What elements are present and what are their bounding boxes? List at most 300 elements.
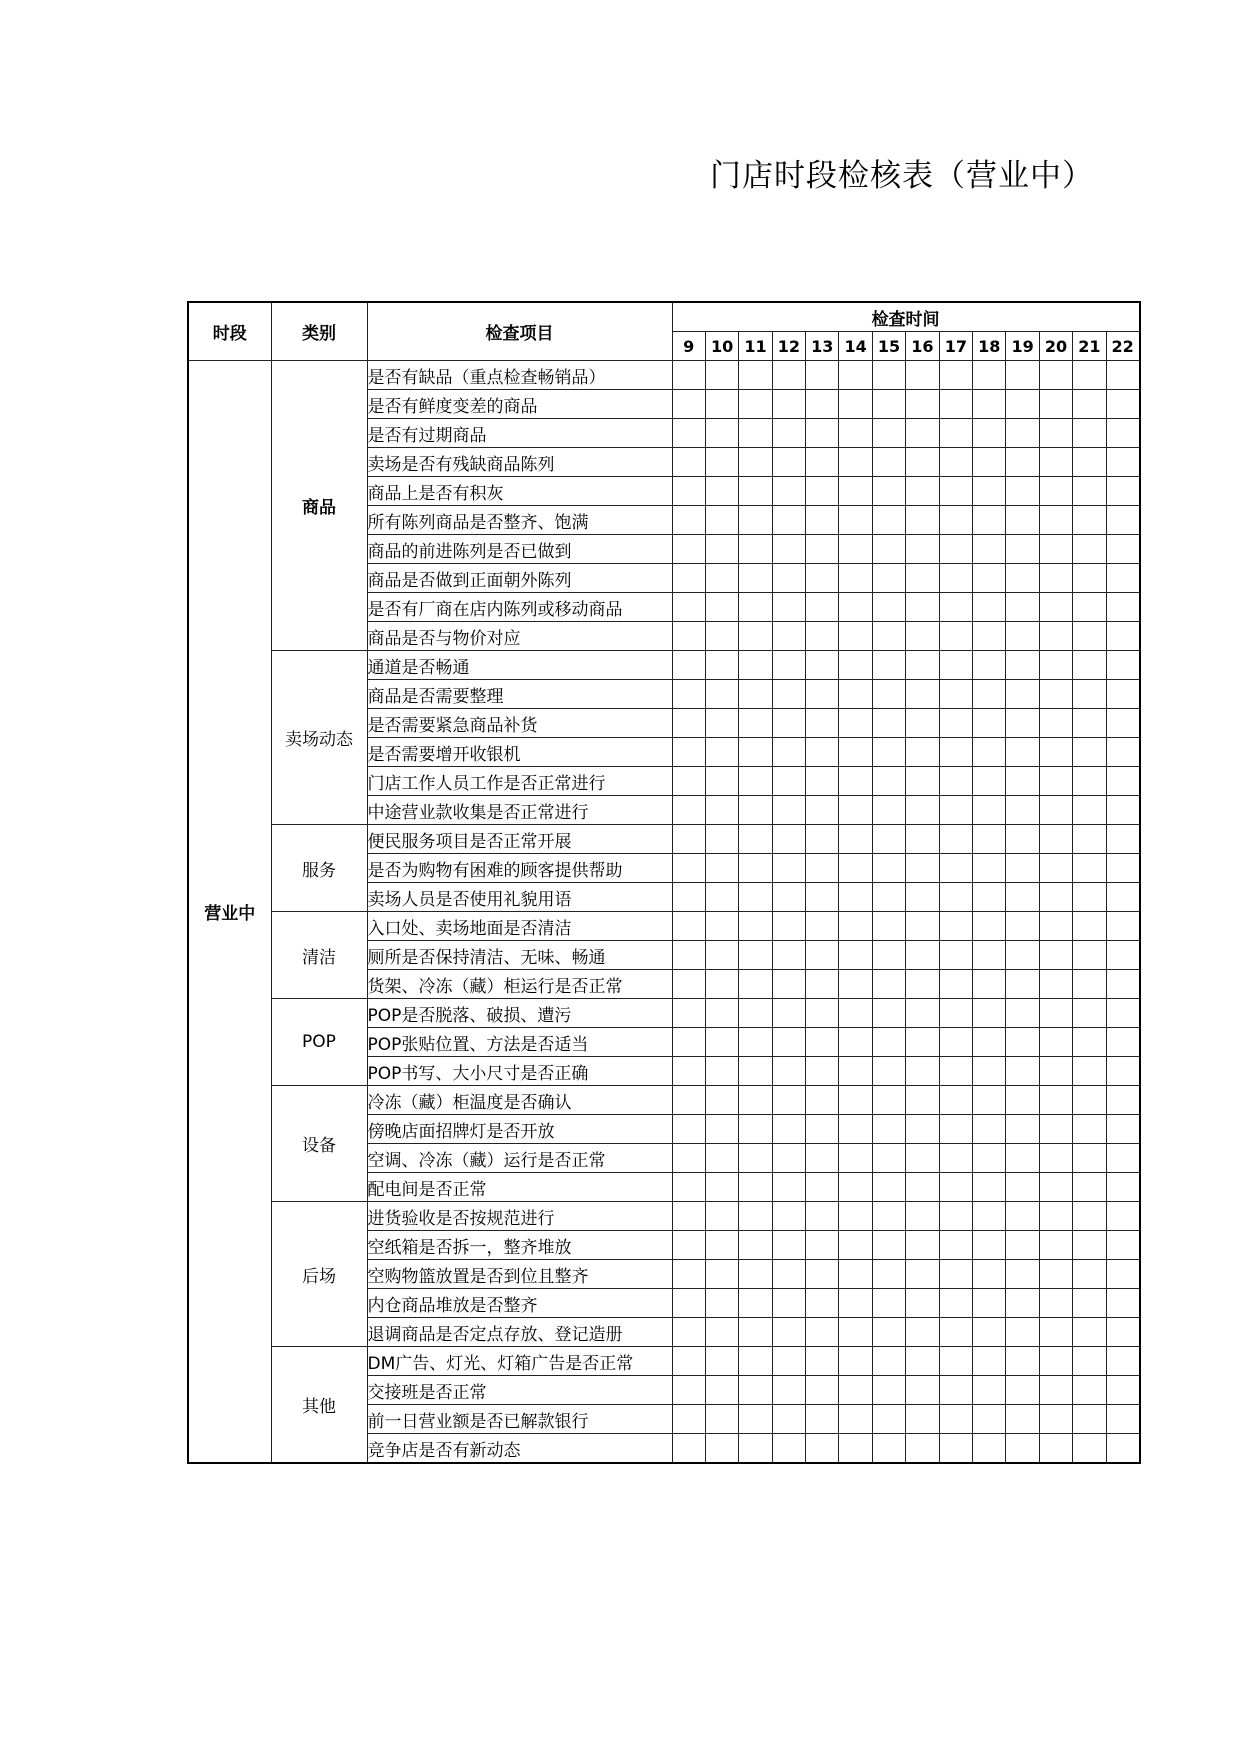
check-cell-14[interactable] (839, 506, 872, 535)
check-cell-20[interactable] (1039, 506, 1072, 535)
check-cell-16[interactable] (906, 767, 939, 796)
check-cell-22[interactable] (1106, 1173, 1140, 1202)
check-cell-12[interactable] (772, 564, 805, 593)
check-cell-21[interactable] (1073, 448, 1106, 477)
check-cell-13[interactable] (806, 1318, 839, 1347)
check-cell-19[interactable] (1006, 390, 1039, 419)
check-cell-15[interactable] (872, 1202, 905, 1231)
check-cell-13[interactable] (806, 1231, 839, 1260)
check-cell-11[interactable] (739, 1434, 772, 1464)
check-cell-19[interactable] (1006, 535, 1039, 564)
check-cell-11[interactable] (739, 941, 772, 970)
check-cell-20[interactable] (1039, 1028, 1072, 1057)
check-cell-17[interactable] (939, 1260, 972, 1289)
check-cell-11[interactable] (739, 1289, 772, 1318)
check-cell-12[interactable] (772, 767, 805, 796)
check-cell-14[interactable] (839, 970, 872, 999)
check-cell-17[interactable] (939, 680, 972, 709)
check-cell-15[interactable] (872, 1318, 905, 1347)
check-cell-20[interactable] (1039, 1057, 1072, 1086)
check-cell-20[interactable] (1039, 1318, 1072, 1347)
check-cell-12[interactable] (772, 1173, 805, 1202)
check-cell-19[interactable] (1006, 1086, 1039, 1115)
check-cell-11[interactable] (739, 999, 772, 1028)
check-cell-16[interactable] (906, 390, 939, 419)
check-cell-10[interactable] (705, 738, 738, 767)
check-cell-17[interactable] (939, 622, 972, 651)
check-cell-12[interactable] (772, 622, 805, 651)
check-cell-18[interactable] (973, 825, 1006, 854)
check-cell-10[interactable] (705, 1115, 738, 1144)
check-cell-12[interactable] (772, 825, 805, 854)
check-cell-21[interactable] (1073, 535, 1106, 564)
check-cell-12[interactable] (772, 506, 805, 535)
check-cell-10[interactable] (705, 999, 738, 1028)
check-cell-17[interactable] (939, 1405, 972, 1434)
check-cell-18[interactable] (973, 767, 1006, 796)
check-cell-16[interactable] (906, 419, 939, 448)
check-cell-15[interactable] (872, 1347, 905, 1376)
check-cell-14[interactable] (839, 651, 872, 680)
check-cell-19[interactable] (1006, 767, 1039, 796)
check-cell-20[interactable] (1039, 912, 1072, 941)
check-cell-9[interactable] (672, 1086, 705, 1115)
check-cell-16[interactable] (906, 709, 939, 738)
check-cell-13[interactable] (806, 1405, 839, 1434)
check-cell-18[interactable] (973, 1347, 1006, 1376)
check-cell-22[interactable] (1106, 680, 1140, 709)
check-cell-21[interactable] (1073, 1086, 1106, 1115)
check-cell-17[interactable] (939, 1173, 972, 1202)
check-cell-13[interactable] (806, 361, 839, 390)
check-cell-11[interactable] (739, 738, 772, 767)
check-cell-22[interactable] (1106, 1115, 1140, 1144)
check-cell-19[interactable] (1006, 593, 1039, 622)
check-cell-17[interactable] (939, 970, 972, 999)
check-cell-18[interactable] (973, 361, 1006, 390)
check-cell-19[interactable] (1006, 1231, 1039, 1260)
check-cell-16[interactable] (906, 361, 939, 390)
check-cell-15[interactable] (872, 593, 905, 622)
check-cell-18[interactable] (973, 1028, 1006, 1057)
check-cell-10[interactable] (705, 1376, 738, 1405)
check-cell-17[interactable] (939, 1434, 972, 1464)
check-cell-18[interactable] (973, 477, 1006, 506)
check-cell-22[interactable] (1106, 709, 1140, 738)
check-cell-18[interactable] (973, 1289, 1006, 1318)
check-cell-9[interactable] (672, 767, 705, 796)
check-cell-16[interactable] (906, 506, 939, 535)
check-cell-12[interactable] (772, 1144, 805, 1173)
check-cell-10[interactable] (705, 506, 738, 535)
check-cell-20[interactable] (1039, 883, 1072, 912)
check-cell-17[interactable] (939, 419, 972, 448)
check-cell-19[interactable] (1006, 1144, 1039, 1173)
check-cell-13[interactable] (806, 941, 839, 970)
check-cell-11[interactable] (739, 1173, 772, 1202)
check-cell-15[interactable] (872, 941, 905, 970)
check-cell-17[interactable] (939, 999, 972, 1028)
check-cell-18[interactable] (973, 1318, 1006, 1347)
check-cell-15[interactable] (872, 854, 905, 883)
check-cell-9[interactable] (672, 390, 705, 419)
check-cell-21[interactable] (1073, 941, 1106, 970)
check-cell-16[interactable] (906, 593, 939, 622)
check-cell-14[interactable] (839, 1376, 872, 1405)
check-cell-18[interactable] (973, 1086, 1006, 1115)
check-cell-17[interactable] (939, 535, 972, 564)
check-cell-10[interactable] (705, 593, 738, 622)
check-cell-9[interactable] (672, 738, 705, 767)
check-cell-14[interactable] (839, 1347, 872, 1376)
check-cell-10[interactable] (705, 651, 738, 680)
check-cell-19[interactable] (1006, 1260, 1039, 1289)
check-cell-21[interactable] (1073, 970, 1106, 999)
check-cell-12[interactable] (772, 1289, 805, 1318)
check-cell-14[interactable] (839, 825, 872, 854)
check-cell-18[interactable] (973, 999, 1006, 1028)
check-cell-22[interactable] (1106, 361, 1140, 390)
check-cell-15[interactable] (872, 709, 905, 738)
check-cell-19[interactable] (1006, 1347, 1039, 1376)
check-cell-17[interactable] (939, 825, 972, 854)
check-cell-20[interactable] (1039, 1434, 1072, 1464)
check-cell-19[interactable] (1006, 419, 1039, 448)
check-cell-16[interactable] (906, 854, 939, 883)
check-cell-18[interactable] (973, 941, 1006, 970)
check-cell-9[interactable] (672, 796, 705, 825)
check-cell-17[interactable] (939, 912, 972, 941)
check-cell-14[interactable] (839, 941, 872, 970)
check-cell-10[interactable] (705, 622, 738, 651)
check-cell-20[interactable] (1039, 1173, 1072, 1202)
check-cell-10[interactable] (705, 1260, 738, 1289)
check-cell-19[interactable] (1006, 1028, 1039, 1057)
check-cell-12[interactable] (772, 796, 805, 825)
check-cell-14[interactable] (839, 767, 872, 796)
check-cell-18[interactable] (973, 1144, 1006, 1173)
check-cell-18[interactable] (973, 738, 1006, 767)
check-cell-20[interactable] (1039, 448, 1072, 477)
check-cell-17[interactable] (939, 1318, 972, 1347)
check-cell-9[interactable] (672, 419, 705, 448)
check-cell-16[interactable] (906, 1086, 939, 1115)
check-cell-9[interactable] (672, 477, 705, 506)
check-cell-16[interactable] (906, 825, 939, 854)
check-cell-13[interactable] (806, 1289, 839, 1318)
check-cell-15[interactable] (872, 738, 905, 767)
check-cell-21[interactable] (1073, 1202, 1106, 1231)
check-cell-20[interactable] (1039, 709, 1072, 738)
check-cell-21[interactable] (1073, 883, 1106, 912)
check-cell-13[interactable] (806, 970, 839, 999)
check-cell-21[interactable] (1073, 1318, 1106, 1347)
check-cell-20[interactable] (1039, 1086, 1072, 1115)
check-cell-11[interactable] (739, 709, 772, 738)
check-cell-14[interactable] (839, 622, 872, 651)
check-cell-19[interactable] (1006, 1405, 1039, 1434)
check-cell-9[interactable] (672, 854, 705, 883)
check-cell-10[interactable] (705, 448, 738, 477)
check-cell-12[interactable] (772, 1434, 805, 1464)
check-cell-13[interactable] (806, 1173, 839, 1202)
check-cell-9[interactable] (672, 1434, 705, 1464)
check-cell-16[interactable] (906, 1376, 939, 1405)
check-cell-19[interactable] (1006, 883, 1039, 912)
check-cell-21[interactable] (1073, 825, 1106, 854)
check-cell-13[interactable] (806, 999, 839, 1028)
check-cell-17[interactable] (939, 1144, 972, 1173)
check-cell-12[interactable] (772, 1086, 805, 1115)
check-cell-20[interactable] (1039, 1405, 1072, 1434)
check-cell-11[interactable] (739, 912, 772, 941)
check-cell-12[interactable] (772, 1202, 805, 1231)
check-cell-12[interactable] (772, 1115, 805, 1144)
check-cell-10[interactable] (705, 1289, 738, 1318)
check-cell-10[interactable] (705, 419, 738, 448)
check-cell-15[interactable] (872, 1231, 905, 1260)
check-cell-10[interactable] (705, 767, 738, 796)
check-cell-17[interactable] (939, 941, 972, 970)
check-cell-22[interactable] (1106, 1202, 1140, 1231)
check-cell-19[interactable] (1006, 1057, 1039, 1086)
check-cell-21[interactable] (1073, 1057, 1106, 1086)
check-cell-18[interactable] (973, 622, 1006, 651)
check-cell-19[interactable] (1006, 796, 1039, 825)
check-cell-18[interactable] (973, 506, 1006, 535)
check-cell-10[interactable] (705, 1405, 738, 1434)
check-cell-22[interactable] (1106, 419, 1140, 448)
check-cell-11[interactable] (739, 1405, 772, 1434)
check-cell-21[interactable] (1073, 767, 1106, 796)
check-cell-10[interactable] (705, 535, 738, 564)
check-cell-9[interactable] (672, 1028, 705, 1057)
check-cell-14[interactable] (839, 1260, 872, 1289)
check-cell-21[interactable] (1073, 680, 1106, 709)
check-cell-9[interactable] (672, 941, 705, 970)
check-cell-15[interactable] (872, 1086, 905, 1115)
check-cell-22[interactable] (1106, 1057, 1140, 1086)
check-cell-12[interactable] (772, 1347, 805, 1376)
check-cell-13[interactable] (806, 448, 839, 477)
check-cell-12[interactable] (772, 854, 805, 883)
check-cell-17[interactable] (939, 1347, 972, 1376)
check-cell-15[interactable] (872, 390, 905, 419)
check-cell-22[interactable] (1106, 796, 1140, 825)
check-cell-14[interactable] (839, 883, 872, 912)
check-cell-21[interactable] (1073, 390, 1106, 419)
check-cell-9[interactable] (672, 883, 705, 912)
check-cell-20[interactable] (1039, 1347, 1072, 1376)
check-cell-10[interactable] (705, 970, 738, 999)
check-cell-10[interactable] (705, 1057, 738, 1086)
check-cell-11[interactable] (739, 361, 772, 390)
check-cell-9[interactable] (672, 564, 705, 593)
check-cell-20[interactable] (1039, 1144, 1072, 1173)
check-cell-19[interactable] (1006, 506, 1039, 535)
check-cell-16[interactable] (906, 1405, 939, 1434)
check-cell-21[interactable] (1073, 912, 1106, 941)
check-cell-16[interactable] (906, 1202, 939, 1231)
check-cell-16[interactable] (906, 1347, 939, 1376)
check-cell-9[interactable] (672, 535, 705, 564)
check-cell-19[interactable] (1006, 680, 1039, 709)
check-cell-10[interactable] (705, 1028, 738, 1057)
check-cell-9[interactable] (672, 680, 705, 709)
check-cell-18[interactable] (973, 680, 1006, 709)
check-cell-11[interactable] (739, 1115, 772, 1144)
check-cell-22[interactable] (1106, 941, 1140, 970)
check-cell-15[interactable] (872, 1405, 905, 1434)
check-cell-13[interactable] (806, 477, 839, 506)
check-cell-10[interactable] (705, 1086, 738, 1115)
check-cell-11[interactable] (739, 1028, 772, 1057)
check-cell-13[interactable] (806, 506, 839, 535)
check-cell-14[interactable] (839, 1202, 872, 1231)
check-cell-21[interactable] (1073, 361, 1106, 390)
check-cell-21[interactable] (1073, 1289, 1106, 1318)
check-cell-11[interactable] (739, 1260, 772, 1289)
check-cell-20[interactable] (1039, 593, 1072, 622)
check-cell-12[interactable] (772, 535, 805, 564)
check-cell-13[interactable] (806, 738, 839, 767)
check-cell-19[interactable] (1006, 825, 1039, 854)
check-cell-16[interactable] (906, 912, 939, 941)
check-cell-13[interactable] (806, 419, 839, 448)
check-cell-10[interactable] (705, 854, 738, 883)
check-cell-9[interactable] (672, 1173, 705, 1202)
check-cell-22[interactable] (1106, 738, 1140, 767)
check-cell-22[interactable] (1106, 448, 1140, 477)
check-cell-22[interactable] (1106, 999, 1140, 1028)
check-cell-13[interactable] (806, 680, 839, 709)
check-cell-9[interactable] (672, 1318, 705, 1347)
check-cell-12[interactable] (772, 1057, 805, 1086)
check-cell-16[interactable] (906, 883, 939, 912)
check-cell-9[interactable] (672, 361, 705, 390)
check-cell-17[interactable] (939, 1028, 972, 1057)
check-cell-19[interactable] (1006, 941, 1039, 970)
check-cell-22[interactable] (1106, 1260, 1140, 1289)
check-cell-19[interactable] (1006, 738, 1039, 767)
check-cell-13[interactable] (806, 651, 839, 680)
check-cell-18[interactable] (973, 1376, 1006, 1405)
check-cell-15[interactable] (872, 564, 905, 593)
check-cell-19[interactable] (1006, 564, 1039, 593)
check-cell-10[interactable] (705, 1231, 738, 1260)
check-cell-12[interactable] (772, 738, 805, 767)
check-cell-19[interactable] (1006, 1202, 1039, 1231)
check-cell-21[interactable] (1073, 1028, 1106, 1057)
check-cell-13[interactable] (806, 767, 839, 796)
check-cell-14[interactable] (839, 419, 872, 448)
check-cell-20[interactable] (1039, 622, 1072, 651)
check-cell-15[interactable] (872, 1057, 905, 1086)
check-cell-21[interactable] (1073, 796, 1106, 825)
check-cell-9[interactable] (672, 1289, 705, 1318)
check-cell-19[interactable] (1006, 622, 1039, 651)
check-cell-22[interactable] (1106, 1144, 1140, 1173)
check-cell-13[interactable] (806, 390, 839, 419)
check-cell-12[interactable] (772, 1231, 805, 1260)
check-cell-18[interactable] (973, 535, 1006, 564)
check-cell-9[interactable] (672, 622, 705, 651)
check-cell-21[interactable] (1073, 709, 1106, 738)
check-cell-12[interactable] (772, 448, 805, 477)
check-cell-20[interactable] (1039, 680, 1072, 709)
check-cell-13[interactable] (806, 854, 839, 883)
check-cell-19[interactable] (1006, 1376, 1039, 1405)
check-cell-21[interactable] (1073, 477, 1106, 506)
check-cell-16[interactable] (906, 1318, 939, 1347)
check-cell-9[interactable] (672, 999, 705, 1028)
check-cell-22[interactable] (1106, 564, 1140, 593)
check-cell-13[interactable] (806, 1086, 839, 1115)
check-cell-9[interactable] (672, 912, 705, 941)
check-cell-22[interactable] (1106, 1376, 1140, 1405)
check-cell-16[interactable] (906, 1173, 939, 1202)
check-cell-10[interactable] (705, 941, 738, 970)
check-cell-15[interactable] (872, 535, 905, 564)
check-cell-15[interactable] (872, 506, 905, 535)
check-cell-10[interactable] (705, 1318, 738, 1347)
check-cell-9[interactable] (672, 593, 705, 622)
check-cell-18[interactable] (973, 1202, 1006, 1231)
check-cell-22[interactable] (1106, 506, 1140, 535)
check-cell-18[interactable] (973, 970, 1006, 999)
check-cell-20[interactable] (1039, 796, 1072, 825)
check-cell-13[interactable] (806, 535, 839, 564)
check-cell-21[interactable] (1073, 419, 1106, 448)
check-cell-15[interactable] (872, 651, 905, 680)
check-cell-9[interactable] (672, 1376, 705, 1405)
check-cell-12[interactable] (772, 999, 805, 1028)
check-cell-14[interactable] (839, 1231, 872, 1260)
check-cell-21[interactable] (1073, 1231, 1106, 1260)
check-cell-21[interactable] (1073, 564, 1106, 593)
check-cell-21[interactable] (1073, 506, 1106, 535)
check-cell-16[interactable] (906, 448, 939, 477)
check-cell-16[interactable] (906, 1115, 939, 1144)
check-cell-11[interactable] (739, 1318, 772, 1347)
check-cell-22[interactable] (1106, 1289, 1140, 1318)
check-cell-13[interactable] (806, 1202, 839, 1231)
check-cell-22[interactable] (1106, 1028, 1140, 1057)
check-cell-11[interactable] (739, 854, 772, 883)
check-cell-9[interactable] (672, 1144, 705, 1173)
check-cell-17[interactable] (939, 390, 972, 419)
check-cell-13[interactable] (806, 1115, 839, 1144)
check-cell-11[interactable] (739, 767, 772, 796)
check-cell-20[interactable] (1039, 1289, 1072, 1318)
check-cell-9[interactable] (672, 1260, 705, 1289)
check-cell-19[interactable] (1006, 1318, 1039, 1347)
check-cell-19[interactable] (1006, 709, 1039, 738)
check-cell-11[interactable] (739, 883, 772, 912)
check-cell-21[interactable] (1073, 593, 1106, 622)
check-cell-22[interactable] (1106, 477, 1140, 506)
check-cell-10[interactable] (705, 709, 738, 738)
check-cell-16[interactable] (906, 564, 939, 593)
check-cell-15[interactable] (872, 1173, 905, 1202)
check-cell-13[interactable] (806, 1260, 839, 1289)
check-cell-10[interactable] (705, 1173, 738, 1202)
check-cell-16[interactable] (906, 1434, 939, 1464)
check-cell-11[interactable] (739, 506, 772, 535)
check-cell-22[interactable] (1106, 767, 1140, 796)
check-cell-16[interactable] (906, 796, 939, 825)
check-cell-20[interactable] (1039, 767, 1072, 796)
